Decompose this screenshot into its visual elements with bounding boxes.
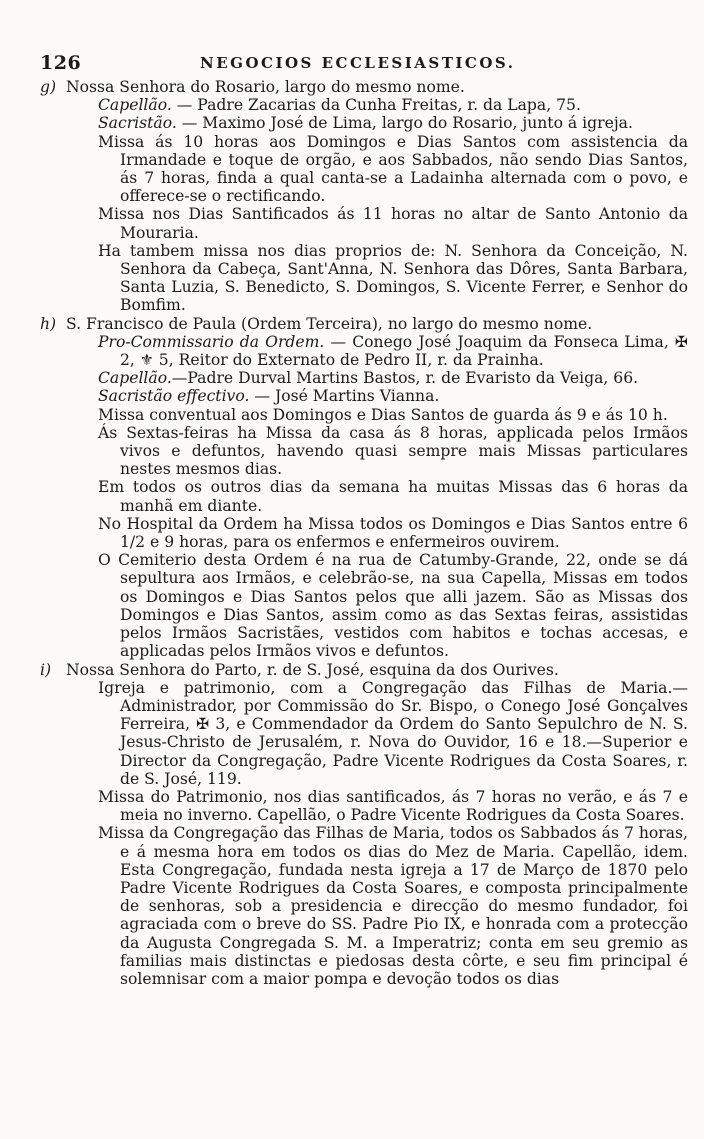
- line-label: Capellão.: [98, 369, 172, 388]
- entry-heading: [40, 78, 688, 96]
- line-text: — José Martins Vianna.: [249, 387, 440, 406]
- line-text: — Padre Zacarias da Cunha Freitas, r. da Lapa, 75.: [171, 96, 581, 115]
- entry-title: Nossa Senhora do Parto, r. de S. José, esquina da dos Ourives.: [66, 660, 559, 679]
- line-label: Pro-Commissario da Ordem.: [98, 332, 325, 351]
- paragraph: Igreja e patrimonio, com a Congregação das Filhas de Maria.—Administrador, por Commissão do Sr. Bispo, o Conego José Gonçalves Ferreira, ✠ 3, e Commendador da Ordem do Santo Sepulchro de N. S. Jesus-Christo de Jerusalém, r. Nova do Ouvidor, 16 e 18.—Superior e Director da Congregação, Padre Vicente Rodrigues da Costa Soares, r. de S. José, 119.: [98, 678, 688, 788]
- entry-g: [40, 78, 688, 315]
- pro-commissario-line: [40, 333, 688, 369]
- sacristao-line: [40, 387, 688, 405]
- page-header: [40, 52, 680, 76]
- entry-heading: [40, 315, 688, 333]
- entry-title: Nossa Senhora do Rosario, largo do mesmo nome.: [66, 78, 465, 96]
- line-text: — Maximo José de Lima, largo do Rosario, junto á igreja.: [176, 114, 633, 133]
- page-number: 126: [40, 52, 82, 74]
- line-label: Capellão.: [98, 96, 172, 115]
- paragraph: Em todos os outros dias da semana ha muitas Missas das 6 horas da manhã em diante.: [98, 478, 688, 515]
- paragraph: Missa da Congregação das Filhas de Maria, todos os Sabbados ás 7 horas, e á mesma hora em todos os dias do Mez de Maria. Capellão, idem. Esta Congregação, fundada nesta igreja a 17 de Março de 1870 pelo Padre Vicente Rodrigues da Costa Soares, e composta principalmente de senhoras, sob a presidencia e direcção do mesmo fundador, foi agraciada com o breve do SS. Padre Pio IX, e honrada com a protecção da Augusta Congregada S. M. a Imperatriz; conta em seu gremio as familias mais distinctas e piedosas desta côrte, e seu fim principal é solemnisar com a maior pompa e devoção todos os dias: [98, 824, 688, 988]
- paragraph: Missa do Patrimonio, nos dias santificados, ás 7 horas no verão, e ás 7 e meia no inverno. Capellão, o Padre Vicente Rodrigues da Costa Soares.: [98, 787, 688, 825]
- line-label: Sacristão.: [98, 114, 177, 133]
- running-title: NEGOCIOS ECCLESIASTICOS.: [200, 54, 516, 72]
- entry-h: [40, 315, 688, 661]
- entry-letter: g): [40, 78, 57, 96]
- line-label: Sacristão effectivo.: [98, 387, 250, 406]
- capellao-line: [40, 96, 688, 114]
- paragraph: Missa conventual aos Domingos e Dias Santos de guarda ás 9 e ás 10 h.: [98, 405, 668, 424]
- paragraph: Missa ás 10 horas aos Domingos e Dias Santos com assistencia da Irmandade e toque de orgão, e aos Sabbados, não sendo Dias Santos, ás 7 horas, finda a qual canta-se a Ladainha alternada com o povo, e offerece-se o rectificando.: [98, 132, 688, 206]
- entry-heading: [40, 661, 688, 679]
- entry-letter: h): [40, 314, 57, 333]
- paragraph: No Hospital da Ordem ha Missa todos os Domingos e Dias Santos entre 6 1/2 e 9 horas, para os enfermos e enfermeiros ouvirem.: [98, 514, 688, 552]
- paragraph: Ha tambem missa nos dias proprios de: N. Senhora da Conceição, N. Senhora da Cabeça, Sant'Anna, N. Senhora das Dôres, Santa Barbara, Santa Luzia, S. Benedicto, S. Domingos, S. Vicente Ferrer, e Senhor do Bomfim.: [98, 241, 688, 315]
- paragraph: Ás Sextas-feiras ha Missa da casa ás 8 horas, applicada pelos Irmãos vivos e defuntos, havendo quasi sempre mais Missas particulares nestes mesmos dias.: [98, 423, 688, 479]
- line-text: — Conego José Joaquim da Fonseca Lima, ✠ 2, ⚜ 5, Reitor do Externato de Pedro II, r. da Prainha.: [120, 332, 688, 370]
- entry-i: [40, 661, 688, 989]
- paragraph: Missa nos Dias Santificados ás 11 horas no altar de Santo Antonio da Mouraria.: [98, 205, 688, 242]
- line-text: —Padre Durval Martins Bastos, r. de Evaristo da Veiga, 66.: [171, 369, 639, 388]
- paragraph: O Cemiterio desta Ordem é na rua de Catumby-Grande, 22, onde se dá sepultura aos Irmãos, e celebrão-se, na sua Capella, Missas em todos os Domingos e Dias Santos pelos que alli jazem. São as Missas dos Domingos e Dias Santos, assim como as das Sextas feiras, assistidas pelos Irmãos Sacristães, vestidos com habitos e tochas accesas, e applicadas pelos Irmãos vivos e defuntos.: [98, 551, 688, 661]
- body-text: [40, 78, 688, 988]
- capellao-line: [40, 369, 688, 387]
- entry-title: S. Francisco de Paula (Ordem Terceira), no largo do mesmo nome.: [66, 314, 593, 333]
- sacristao-line: [40, 114, 688, 132]
- entry-letter: i): [40, 660, 52, 679]
